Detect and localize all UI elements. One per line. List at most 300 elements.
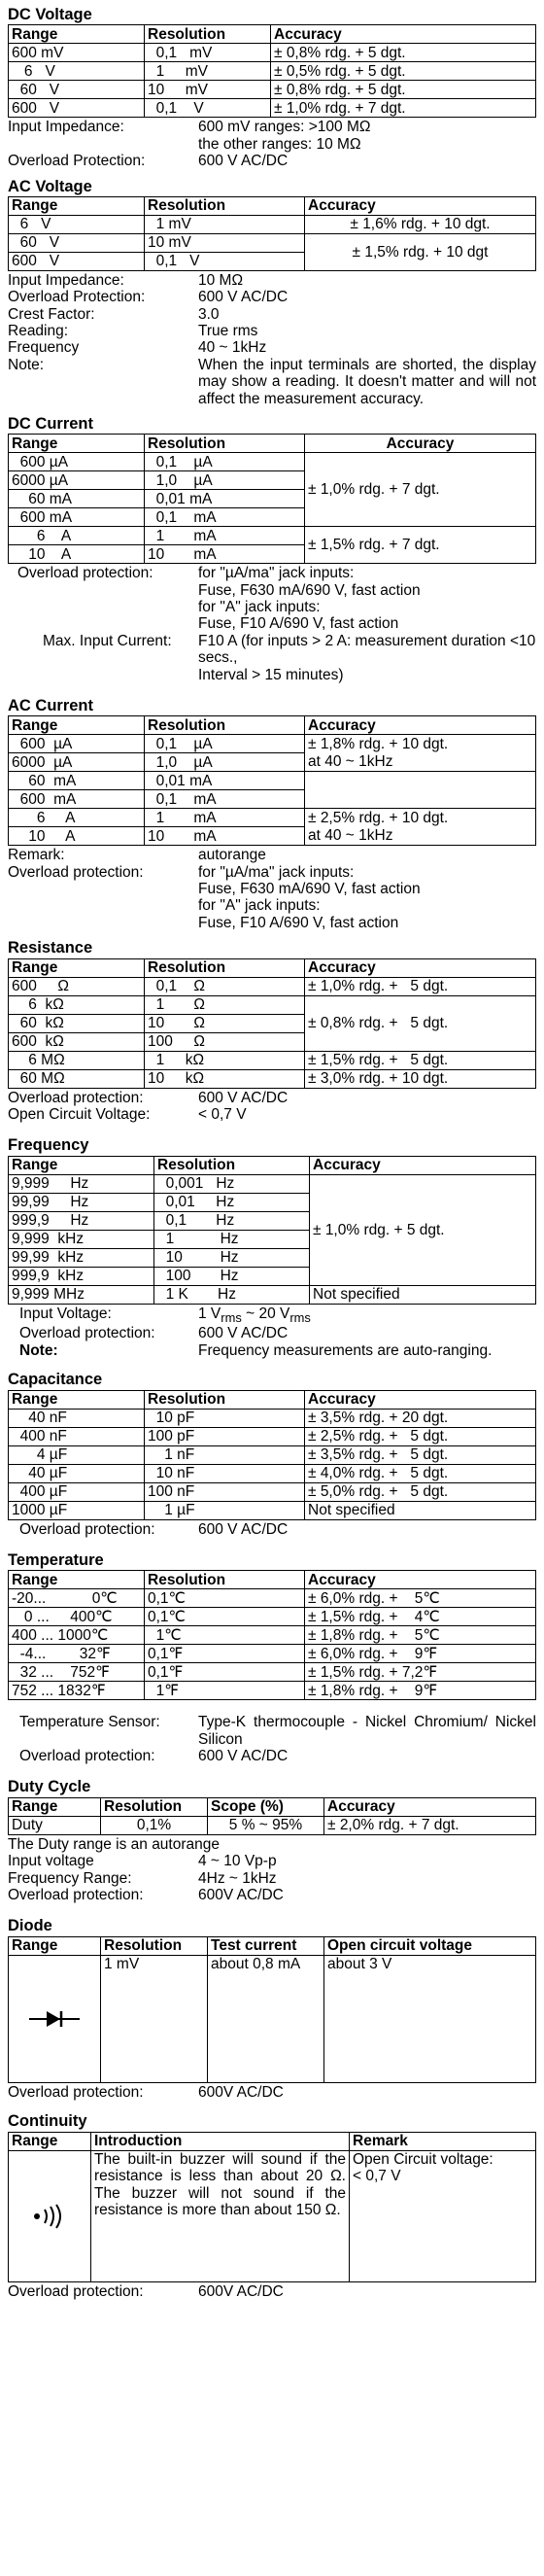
note-value: autorange bbox=[198, 847, 266, 864]
accuracy-cell-empty bbox=[305, 772, 536, 809]
table-row bbox=[9, 1816, 536, 1834]
range-cell: 9,999 MHz bbox=[9, 1285, 154, 1304]
accuracy-cell: ± 1,5% rdg. + 5 dgt. bbox=[305, 1051, 536, 1069]
buzzer-sound-icon bbox=[12, 2185, 87, 2265]
table-row bbox=[9, 1501, 536, 1519]
note-value: 4Hz ~ 1kHz bbox=[198, 1869, 277, 1887]
resolution-cell: 1 kΩ bbox=[145, 1051, 305, 1069]
header-range: Range bbox=[9, 1936, 101, 1955]
table-header bbox=[9, 2132, 536, 2150]
note-value: 600V AC/DC bbox=[198, 1887, 284, 1903]
accuracy-cell: ± 1,5% rdg. + 4℃ bbox=[305, 1608, 536, 1626]
table-header bbox=[9, 1156, 536, 1174]
note-value: 600 V AC/DC bbox=[198, 153, 289, 170]
table-row bbox=[9, 1626, 536, 1645]
ac-current-notes bbox=[8, 847, 536, 931]
resolution-cell: 1 mV bbox=[101, 1955, 208, 2082]
continuity-table bbox=[8, 2132, 536, 2282]
dc-voltage-title: DC Voltage bbox=[8, 6, 92, 23]
continuity-notes bbox=[8, 2283, 536, 2300]
resolution-cell: 0,1 Ω bbox=[145, 977, 305, 995]
resistance-table bbox=[8, 958, 536, 1089]
resolution-cell: 1 Ω bbox=[145, 995, 305, 1014]
note-value: 40 ~ 1kHz bbox=[198, 339, 267, 357]
note-label: Note: bbox=[8, 356, 45, 373]
range-cell: 60 V bbox=[9, 234, 145, 253]
note-value: for "µA/ma" jack inputs: Fuse, F630 mA/690 V, fast action for "A" jack inputs: Fuse, F10 A/690 V, fast action bbox=[198, 565, 421, 633]
resolution-cell: 0,01 mA bbox=[145, 772, 305, 790]
range-cell: 600 mV bbox=[9, 44, 145, 62]
accuracy-cell: ± 0,8% rdg. + 5 dgt. bbox=[271, 44, 536, 62]
note-value: 600 V AC/DC bbox=[198, 1325, 289, 1342]
resolution-cell: 1 µF bbox=[145, 1501, 305, 1519]
table-row bbox=[9, 234, 536, 253]
range-cell: 60 mA bbox=[9, 772, 145, 790]
table-header bbox=[9, 716, 536, 735]
table-row bbox=[9, 2150, 536, 2281]
note-value: Type-K thermocouple - Nickel Chromium/ Nickel Silicon bbox=[198, 1714, 536, 1748]
range-icon-cell bbox=[9, 2150, 91, 2281]
accuracy-cell: ± 1,5% rdg. + 10 dgt bbox=[305, 234, 536, 271]
range-cell: 600 µA bbox=[9, 453, 145, 471]
resolution-cell: 10 mV bbox=[145, 81, 271, 99]
resolution-cell: 0,1 mA bbox=[145, 508, 305, 527]
frequency-title: Frequency bbox=[8, 1136, 89, 1155]
table-header bbox=[9, 1797, 536, 1816]
temperature-section bbox=[8, 1551, 536, 1765]
table-row bbox=[9, 44, 536, 62]
resolution-cell: 1℉ bbox=[145, 1682, 305, 1700]
frequency-notes bbox=[8, 1305, 536, 1359]
table-row bbox=[9, 1445, 536, 1464]
range-cell: 600 V bbox=[9, 99, 145, 118]
note-label: Overload protection: bbox=[8, 2083, 144, 2101]
header-remark: Remark bbox=[350, 2132, 536, 2150]
table-row bbox=[9, 1285, 536, 1304]
ac-voltage-notes bbox=[8, 272, 536, 407]
ac-voltage-table bbox=[8, 196, 536, 271]
accuracy-cell: ± 2,5% rdg. + 10 dgt. at 40 ~ 1kHz bbox=[305, 809, 536, 846]
resolution-cell: 0,001 Hz bbox=[154, 1174, 310, 1193]
note-label: Input voltage bbox=[8, 1853, 94, 1870]
frequency-section bbox=[8, 1136, 536, 1359]
accuracy-cell: ± 3,0% rdg. + 10 dgt. bbox=[305, 1069, 536, 1088]
table-row bbox=[9, 772, 536, 790]
header-accuracy: Accuracy bbox=[305, 958, 536, 977]
resolution-cell: 100 pF bbox=[145, 1427, 305, 1445]
range-cell: -4... 32℉ bbox=[9, 1645, 145, 1663]
accuracy-cell: ± 2,0% rdg. + 7 dgt. bbox=[324, 1816, 536, 1834]
resolution-cell: 1 Hz bbox=[154, 1230, 310, 1248]
header-range: Range bbox=[9, 1571, 145, 1589]
table-row bbox=[9, 1482, 536, 1501]
range-cell: 10 A bbox=[9, 827, 145, 846]
note-label: Input Voltage: bbox=[19, 1305, 112, 1322]
dc-current-title: DC Current bbox=[8, 414, 94, 433]
table-header bbox=[9, 1571, 536, 1589]
header-range: Range bbox=[9, 197, 145, 216]
duty-cycle-section bbox=[8, 1778, 536, 1903]
note-label: Note: bbox=[19, 1341, 58, 1359]
header-resolution: Resolution bbox=[154, 1156, 310, 1174]
note-label: Remark: bbox=[8, 847, 65, 864]
range-cell: 6000 µA bbox=[9, 471, 145, 490]
ac-voltage-title: AC Voltage bbox=[8, 177, 92, 195]
resolution-cell: 0,1 mV bbox=[145, 44, 271, 62]
diode-notes bbox=[8, 2084, 536, 2101]
header-range: Range bbox=[9, 1156, 154, 1174]
table-row bbox=[9, 453, 536, 471]
resolution-cell: 10 Ω bbox=[145, 1014, 305, 1032]
accuracy-cell: ± 1,6% rdg. + 10 dgt. bbox=[305, 216, 536, 234]
note-value: F10 A (for inputs > 2 A: measurement duration <10 secs., Interval > 15 minutes) bbox=[198, 632, 536, 683]
resolution-cell: 0,1 V bbox=[145, 99, 271, 118]
range-cell: 6000 µA bbox=[9, 753, 145, 772]
range-cell: -20... 0℃ bbox=[9, 1589, 145, 1608]
note-value: ~ 20 V bbox=[241, 1305, 290, 1322]
frequency-table bbox=[8, 1156, 536, 1305]
table-row bbox=[9, 1608, 536, 1626]
accuracy-cell: ± 0,5% rdg. + 5 dgt. bbox=[271, 62, 536, 81]
range-cell: 32 ... 752℉ bbox=[9, 1663, 145, 1682]
resolution-cell: 0,01 mA bbox=[145, 490, 305, 508]
table-header bbox=[9, 1936, 536, 1955]
note-label: Overload protection: bbox=[19, 1520, 155, 1538]
header-resolution: Resolution bbox=[145, 1390, 305, 1409]
introduction-cell: The built-in buzzer will sound if the resistance is less than about 20 Ω. The buzzer will not sound if the resistance is more than about 150 Ω. bbox=[91, 2150, 350, 2281]
range-cell: 40 nF bbox=[9, 1409, 145, 1427]
note-value: Frequency measurements are auto-ranging. bbox=[198, 1341, 493, 1359]
table-header bbox=[9, 1390, 536, 1409]
accuracy-cell: ± 1,0% rdg. + 7 dgt. bbox=[305, 453, 536, 527]
note-value: 4 ~ 10 Vp-p bbox=[198, 1853, 277, 1870]
range-cell: 99,99 Hz bbox=[9, 1193, 154, 1211]
range-cell: 6 V bbox=[9, 216, 145, 234]
resistance-section bbox=[8, 939, 536, 1123]
header-range: Range bbox=[9, 25, 145, 44]
table-row bbox=[9, 735, 536, 753]
accuracy-cell: ± 6,0% rdg. + 9℉ bbox=[305, 1645, 536, 1663]
range-cell: 999,9 Hz bbox=[9, 1211, 154, 1230]
ac-current-section bbox=[8, 697, 536, 931]
resolution-cell: 10 kΩ bbox=[145, 1069, 305, 1088]
table-row bbox=[9, 977, 536, 995]
resolution-cell: 0,1℉ bbox=[145, 1645, 305, 1663]
header-range: Range bbox=[9, 1797, 101, 1816]
input-voltage-value bbox=[198, 1305, 536, 1326]
resolution-cell: 1 mA bbox=[145, 809, 305, 827]
note-label: Frequency bbox=[8, 339, 80, 357]
range-cell: 999,9 kHz bbox=[9, 1267, 154, 1285]
note-label: Overload protection: bbox=[8, 1887, 144, 1903]
range-cell: 600 µA bbox=[9, 735, 145, 753]
note-label: Reading: bbox=[8, 323, 69, 340]
diode-section bbox=[8, 1917, 536, 2101]
temperature-notes bbox=[8, 1714, 536, 1764]
accuracy-cell: ± 1,8% rdg. + 10 dgt. at 40 ~ 1kHz bbox=[305, 735, 536, 772]
header-accuracy: Accuracy bbox=[305, 1390, 536, 1409]
resolution-cell: 0,1℃ bbox=[145, 1589, 305, 1608]
header-resolution: Resolution bbox=[101, 1936, 208, 1955]
range-cell: 40 µF bbox=[9, 1464, 145, 1482]
note-label: Input Impedance: bbox=[8, 272, 124, 290]
range-cell: 600 mA bbox=[9, 790, 145, 809]
header-accuracy: Accuracy bbox=[305, 197, 536, 216]
resolution-cell: 10 mA bbox=[145, 827, 305, 846]
resolution-cell: 1,0 µA bbox=[145, 471, 305, 490]
range-cell: 600 mA bbox=[9, 508, 145, 527]
range-cell: 0 ... 400℃ bbox=[9, 1608, 145, 1626]
range-cell: 600 V bbox=[9, 253, 145, 271]
resolution-cell: 1 mA bbox=[145, 527, 305, 545]
header-range: Range bbox=[9, 1390, 145, 1409]
header-accuracy: Accuracy bbox=[271, 25, 536, 44]
note-label: Frequency Range: bbox=[8, 1869, 132, 1887]
rms-subscript: rms bbox=[221, 1309, 242, 1325]
table-row bbox=[9, 527, 536, 545]
header-resolution: Resolution bbox=[145, 25, 271, 44]
range-cell: 752 ... 1832℉ bbox=[9, 1682, 145, 1700]
scope-cell: 5 % ~ 95% bbox=[208, 1816, 324, 1834]
header-accuracy: Accuracy bbox=[324, 1797, 536, 1816]
note-value: 600 V AC/DC bbox=[198, 289, 289, 306]
note-value: 600 V AC/DC bbox=[198, 1520, 289, 1538]
remark-cell: Open Circuit voltage: < 0,7 V bbox=[350, 2150, 536, 2281]
accuracy-cell: ± 4,0% rdg. + 5 dgt. bbox=[305, 1464, 536, 1482]
header-resolution: Resolution bbox=[101, 1797, 208, 1816]
note-value: True rms bbox=[198, 323, 258, 340]
continuity-section bbox=[8, 2112, 536, 2300]
header-resolution: Resolution bbox=[145, 197, 305, 216]
note-value: 600V AC/DC bbox=[198, 2083, 284, 2101]
continuity-title: Continuity bbox=[8, 2112, 87, 2131]
table-row bbox=[9, 1051, 536, 1069]
resolution-cell: 1 mV bbox=[145, 62, 271, 81]
resistance-notes bbox=[8, 1090, 536, 1124]
note-label: Overload protection: bbox=[8, 863, 144, 881]
table-row bbox=[9, 62, 536, 81]
open-circuit-voltage-cell: about 3 V bbox=[324, 1955, 536, 2082]
note-label: Max. Input Current: bbox=[43, 632, 172, 649]
note-label: Overload protection: bbox=[17, 565, 153, 582]
table-header bbox=[9, 435, 536, 453]
resolution-cell: 0,1 V bbox=[145, 253, 305, 271]
accuracy-cell: ± 3,5% rdg. + 5 dgt. bbox=[305, 1445, 536, 1464]
table-row bbox=[9, 1589, 536, 1608]
accuracy-cell: Not specified bbox=[310, 1285, 536, 1304]
note-value: When the input terminals are shorted, the display may show a reading. It doesn't matter and will not affect the measurement accuracy. bbox=[198, 356, 536, 407]
header-accuracy: Accuracy bbox=[305, 716, 536, 735]
table-row bbox=[9, 1464, 536, 1482]
resolution-cell: 1,0 µA bbox=[145, 753, 305, 772]
resolution-cell: 0,1 µA bbox=[145, 735, 305, 753]
ac-current-table bbox=[8, 715, 536, 846]
resolution-cell: 10 mV bbox=[145, 234, 305, 253]
diode-table bbox=[8, 1936, 536, 2083]
accuracy-cell: ± 3,5% rdg. + 20 dgt. bbox=[305, 1409, 536, 1427]
dc-current-section bbox=[8, 415, 536, 683]
range-cell: 60 V bbox=[9, 81, 145, 99]
header-accuracy: Accuracy bbox=[305, 1571, 536, 1589]
table-row bbox=[9, 1682, 536, 1700]
note-label: Overload Protection: bbox=[8, 289, 146, 306]
range-cell: 600 Ω bbox=[9, 977, 145, 995]
note-label: Overload Protection: bbox=[8, 153, 146, 170]
table-row bbox=[9, 1174, 536, 1193]
accuracy-cell: ± 1,5% rdg. + 7,2℉ bbox=[305, 1663, 536, 1682]
range-cell: 600 kΩ bbox=[9, 1032, 145, 1051]
range-cell: 60 kΩ bbox=[9, 1014, 145, 1032]
range-cell: 6 A bbox=[9, 527, 145, 545]
range-cell: 9,999 Hz bbox=[9, 1174, 154, 1193]
resolution-cell: 0,1℃ bbox=[145, 1608, 305, 1626]
header-resolution: Resolution bbox=[145, 1571, 305, 1589]
resolution-cell: 0,1℉ bbox=[145, 1663, 305, 1682]
note-value: 600 V AC/DC bbox=[198, 1748, 289, 1765]
range-cell: 6 V bbox=[9, 62, 145, 81]
accuracy-cell: ± 6,0% rdg. + 5℃ bbox=[305, 1589, 536, 1608]
resolution-cell: 100 nF bbox=[145, 1482, 305, 1501]
resolution-cell: 1 nF bbox=[145, 1445, 305, 1464]
resolution-cell: 0,01 Hz bbox=[154, 1193, 310, 1211]
dc-voltage-table bbox=[8, 24, 536, 118]
accuracy-cell: ± 1,5% rdg. + 7 dgt. bbox=[305, 527, 536, 564]
note-value: 600V AC/DC bbox=[198, 2282, 284, 2300]
accuracy-cell: ± 1,0% rdg. + 5 dgt. bbox=[310, 1174, 536, 1285]
range-cell: 9,999 kHz bbox=[9, 1230, 154, 1248]
capacitance-table bbox=[8, 1390, 536, 1520]
test-current-cell: about 0,8 mA bbox=[208, 1955, 324, 2082]
table-row bbox=[9, 1409, 536, 1427]
table-row bbox=[9, 1645, 536, 1663]
ac-voltage-section bbox=[8, 178, 536, 407]
resolution-cell: 1℃ bbox=[145, 1626, 305, 1645]
dc-voltage-notes bbox=[8, 119, 536, 169]
note-value: 3.0 bbox=[198, 305, 220, 323]
range-cell: 400 nF bbox=[9, 1427, 145, 1445]
accuracy-cell: ± 2,5% rdg. + 5 dgt. bbox=[305, 1427, 536, 1445]
accuracy-cell: ± 1,0% rdg. + 7 dgt. bbox=[271, 99, 536, 118]
table-row bbox=[9, 1427, 536, 1445]
resistance-title: Resistance bbox=[8, 939, 93, 957]
note-value: < 0,7 V bbox=[198, 1105, 247, 1123]
resolution-cell: 100 Hz bbox=[154, 1267, 310, 1285]
note-label: Crest Factor: bbox=[8, 305, 95, 323]
dc-current-table bbox=[8, 434, 536, 564]
range-cell: 6 MΩ bbox=[9, 1051, 145, 1069]
table-row bbox=[9, 1955, 536, 2082]
range-cell: 10 A bbox=[9, 545, 145, 564]
resolution-cell: 1 K Hz bbox=[154, 1285, 310, 1304]
header-accuracy: Accuracy bbox=[310, 1156, 536, 1174]
ac-current-title: AC Current bbox=[8, 696, 94, 714]
diode-title: Diode bbox=[8, 1917, 52, 1935]
table-row bbox=[9, 1663, 536, 1682]
accuracy-cell: Not specified bbox=[305, 1501, 536, 1519]
header-range: Range bbox=[9, 435, 145, 453]
header-resolution: Resolution bbox=[145, 716, 305, 735]
table-header bbox=[9, 25, 536, 44]
note-label: Input Impedance: bbox=[8, 119, 124, 136]
capacitance-title: Capacitance bbox=[8, 1371, 103, 1389]
range-cell: Duty bbox=[9, 1816, 101, 1834]
table-row bbox=[9, 81, 536, 99]
duty-cycle-title: Duty Cycle bbox=[8, 1778, 91, 1796]
note-label: Open Circuit Voltage: bbox=[8, 1105, 151, 1123]
resolution-cell: 100 Ω bbox=[145, 1032, 305, 1051]
resolution-cell: 1 mV bbox=[145, 216, 305, 234]
duty-cycle-table bbox=[8, 1797, 536, 1835]
accuracy-cell: ± 0,8% rdg. + 5 dgt. bbox=[271, 81, 536, 99]
range-cell: 60 MΩ bbox=[9, 1069, 145, 1088]
duty-cycle-notes bbox=[8, 1836, 536, 1903]
table-row bbox=[9, 809, 536, 827]
range-cell: 6 kΩ bbox=[9, 995, 145, 1014]
range-cell: 60 mA bbox=[9, 490, 145, 508]
resolution-cell: 10 Hz bbox=[154, 1248, 310, 1267]
table-row bbox=[9, 99, 536, 118]
note-value: 10 MΩ bbox=[198, 272, 244, 290]
range-icon-cell bbox=[9, 1955, 101, 2082]
header-resolution: Resolution bbox=[145, 958, 305, 977]
range-cell: 400 ... 1000℃ bbox=[9, 1626, 145, 1645]
dc-voltage-section bbox=[8, 6, 536, 170]
header-range: Range bbox=[9, 958, 145, 977]
accuracy-cell: ± 1,8% rdg. + 5℃ bbox=[305, 1626, 536, 1645]
range-cell: 99,99 kHz bbox=[9, 1248, 154, 1267]
note-value: 1 V bbox=[198, 1305, 221, 1322]
header-range: Range bbox=[9, 2132, 91, 2150]
range-cell: 6 A bbox=[9, 809, 145, 827]
note-label: Overload protection: bbox=[8, 1089, 144, 1106]
table-header bbox=[9, 197, 536, 216]
resolution-cell: 0,1 mA bbox=[145, 790, 305, 809]
header-open-circuit-voltage: Open circuit voltage bbox=[324, 1936, 536, 1955]
header-scope: Scope (%) bbox=[208, 1797, 324, 1816]
table-header bbox=[9, 958, 536, 977]
header-range: Range bbox=[9, 716, 145, 735]
dc-current-notes bbox=[8, 565, 536, 683]
resolution-cell: 10 nF bbox=[145, 1464, 305, 1482]
table-row bbox=[9, 1069, 536, 1088]
note-value: for "µA/ma" jack inputs: Fuse, F630 mA/690 V, fast action for "A" jack inputs: Fuse, F10 A/690 V, fast action bbox=[198, 863, 421, 931]
capacitance-section bbox=[8, 1371, 536, 1538]
table-row bbox=[9, 995, 536, 1014]
header-accuracy: Accuracy bbox=[305, 435, 536, 453]
accuracy-cell: ± 5,0% rdg. + 5 dgt. bbox=[305, 1482, 536, 1501]
note-label: Overload protection: bbox=[8, 2282, 144, 2300]
table-row bbox=[9, 216, 536, 234]
note-label: Temperature Sensor: bbox=[19, 1714, 160, 1731]
range-cell: 400 µF bbox=[9, 1482, 145, 1501]
header-test-current: Test current bbox=[208, 1936, 324, 1955]
header-introduction: Introduction bbox=[91, 2132, 350, 2150]
resolution-cell: 0,1% bbox=[101, 1816, 208, 1834]
rms-subscript: rms bbox=[289, 1309, 311, 1325]
range-cell: 1000 µF bbox=[9, 1501, 145, 1519]
resolution-cell: 0,1 µA bbox=[145, 453, 305, 471]
resolution-cell: 10 pF bbox=[145, 1409, 305, 1427]
accuracy-cell: ± 1,8% rdg. + 9℉ bbox=[305, 1682, 536, 1700]
note-label: Overload protection: bbox=[19, 1325, 155, 1342]
header-resolution: Resolution bbox=[145, 435, 305, 453]
note-label: Overload protection: bbox=[19, 1748, 155, 1765]
diode-symbol-icon bbox=[12, 1990, 97, 2066]
resolution-cell: 10 mA bbox=[145, 545, 305, 564]
accuracy-cell: ± 0,8% rdg. + 5 dgt. bbox=[305, 995, 536, 1051]
range-cell: 4 µF bbox=[9, 1445, 145, 1464]
autorange-text: The Duty range is an autorange bbox=[8, 1835, 220, 1853]
